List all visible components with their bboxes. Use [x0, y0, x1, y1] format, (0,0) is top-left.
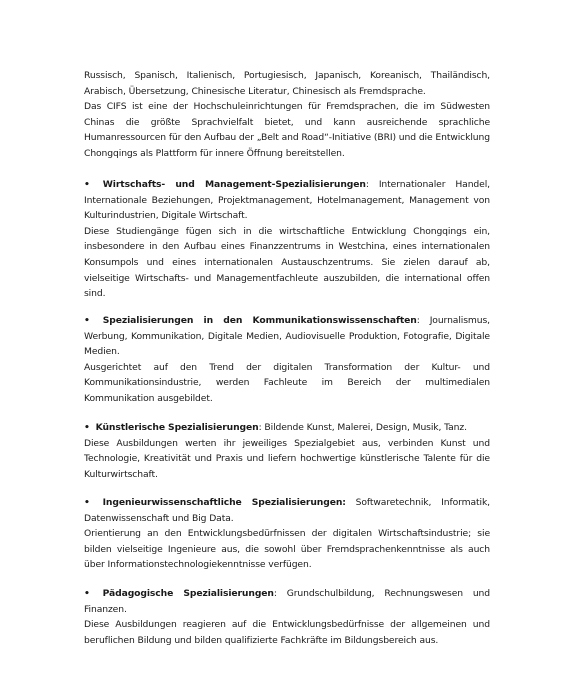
intro-block	[84, 68, 490, 162]
section-list: : Internationaler Handel, Internationale Beziehungen, Projektmanagement, Hotelmanagement, Management von Kulturindustrien, Digitale Wirtschaft.	[84, 179, 490, 222]
section-engineering	[84, 495, 490, 573]
languages-paragraph: Russisch, Spanisch, Italienisch, Portugiesisch, Japanisch, Koreanisch, Thailändisch, Arabisch, Übersetzung, Chinesische Literatur, Chinesisch als Fremdsprache.	[84, 70, 490, 97]
section-list-line	[84, 313, 490, 360]
section-description: Orientierung an den Entwicklungsbedürfnissen der digitalen Wirtschaftsindustrie; sie bilden vielseitige Ingenieure aus, die sowohl über Fremdsprachenkenntnisse als auch über Informationstechnologiekenntnisse verfügen.	[84, 528, 490, 571]
section-heading: Künstlerische Spezialisierungen	[95, 422, 259, 433]
section-list-line	[84, 177, 490, 224]
bullet-icon: •	[84, 179, 90, 190]
section-heading: Ingenieurwissenschaftliche Spezialisierungen:	[102, 497, 346, 508]
section-communication	[84, 313, 490, 407]
section-description: Ausgerichtet auf den Trend der digitalen Transformation der Kultur- und Kommunikationsindustrie, werden Fachleute im Bereich der multimedialen Kommunikation ausgebildet.	[84, 361, 490, 404]
section-description: Diese Ausbildungen reagieren auf die Entwicklungsbedürfnisse der allgemeinen und beruflichen Bildung und bilden qualifizierte Fachkräfte im Bildungsbereich aus.	[84, 619, 490, 646]
section-list-line	[84, 586, 490, 617]
section-heading: Wirtschafts- und Management-Spezialisierungen	[102, 179, 366, 190]
section-list: Softwaretechnik, Informatik, Datenwissenschaft und Big Data.	[84, 497, 490, 524]
bullet-icon: •	[84, 588, 90, 599]
section-pedagogy	[84, 586, 490, 648]
section-list-line	[84, 420, 490, 436]
section-description: Diese Studiengänge fügen sich in die wirtschaftliche Entwicklung Chongqings ein, insbesondere in den Aufbau eines Finanzzentrums in Westchina, eines internationalen Konsumpols und eines internationalen Austauschzentrums. Sie zielen darauf ab, vielseitige Wirtschafts- und Managementfachleute auszubilden, die international offen sind.	[84, 225, 490, 300]
section-heading: Spezialisierungen in den Kommunikationswissenschaften	[102, 315, 417, 326]
section-economics	[84, 177, 490, 302]
section-description: Diese Ausbildungen werten ihr jeweiliges Spezialgebiet aus, verbinden Kunst und Technologie, Kreativität und Praxis und liefern hochwertige künstlerische Talente für die Kulturwirtschaft.	[84, 437, 490, 480]
bullet-icon: •	[84, 497, 90, 508]
bullet-icon: •	[84, 422, 90, 433]
section-list: : Grundschulbildung, Rechnungswesen und Finanzen.	[84, 588, 490, 615]
section-heading: Pädagogische Spezialisierungen	[102, 588, 274, 599]
section-list: : Journalismus, Werbung, Kommunikation, Digitale Medien, Audiovisuelle Produktion, Fotografie, Digitale Medien.	[84, 315, 490, 358]
cifs-paragraph: Das CIFS ist eine der Hochschuleinrichtungen für Fremdsprachen, die im Südwesten Chinas die größte Sprachvielfalt bietet, und kann ausreichende sprachliche Humanressourcen für den Aufbau der „Belt and Road“-Initiative (BRI) und die Entwicklung Chongqings als Plattform für innere Öffnung bereitstellen.	[84, 101, 490, 159]
section-arts	[84, 420, 490, 482]
section-list-line	[84, 495, 490, 526]
bullet-icon: •	[84, 315, 90, 326]
section-list: : Bildende Kunst, Malerei, Design, Musik, Tanz.	[258, 422, 467, 433]
